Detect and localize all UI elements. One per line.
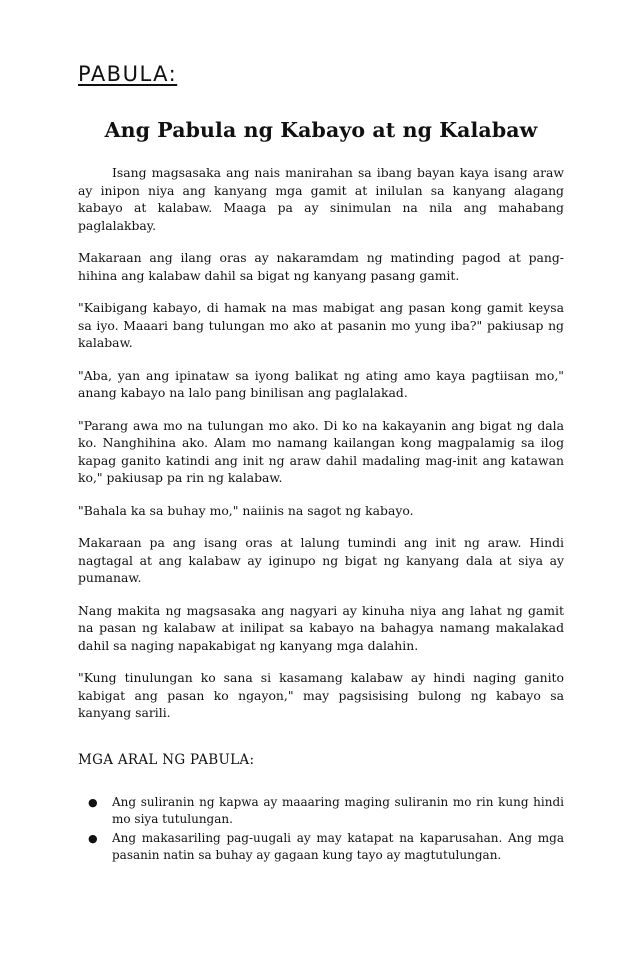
- paragraph: Makaraan pa ang isang oras at lalung tumindi ang init ng araw. Hindi nagtagal at ang kalabaw ay iginupo ng bigat ng kanyang dala at siya ay pumanaw.: [78, 535, 564, 585]
- paragraph: "Aba, yan ang ipinataw sa iyong balikat ng ating amo kaya pagtiisan mo," anang kabayo na lalo pang binilisan ang paglalakad.: [78, 367, 564, 400]
- lesson-text: Ang suliranin ng kapwa ay maaaring maging suliranin mo rin kung hindi mo siya tutulungan.: [112, 794, 564, 826]
- paragraph: Isang magsasaka ang nais manirahan sa ibang bayan kaya isang araw ay inipon niya ang kanyang mga gamit at inilulan sa kanyang alagang kabayo at kalabaw. Maaga pa ay sinimulan na nila ang mahabang paglalakbay.: [78, 165, 564, 233]
- fable-title: Ang Pabula ng Kabayo at ng Kalabaw: [104, 118, 538, 142]
- bullet-icon: ●: [88, 831, 98, 845]
- paragraph: "Kung tinulungan ko sana si kasamang kalabaw ay hindi naging ganito kabigat ang pasan ko ngayon," may pagsisising bulong ng kabayo sa kanyang sarili.: [78, 670, 564, 720]
- document-label: PABULA:: [78, 62, 178, 86]
- bullet-icon: ●: [88, 795, 98, 809]
- lesson-item: [88, 794, 564, 828]
- lesson-text: Ang makasariling pag-uugali ay may katapat na kaparusahan. Ang mga pasanin natin sa buhay ay gagaan kung tayo ay magtutulungan.: [112, 830, 564, 862]
- lesson-item: [88, 830, 564, 864]
- paragraph: Nang makita ng magsasaka ang nagyari ay kinuha niya ang lahat ng gamit na pasan ng kalabaw at inilipat sa kabayo na bahagya namang makalakad dahil sa naging napakabigat ng kanyang mga dalahin.: [78, 602, 564, 653]
- paragraph: "Kaibigang kabayo, di hamak na mas mabigat ang pasan kong gamit keysa sa iyo. Maaari bang tulungan mo ako at pasanin mo yung iba?" pakiusap ng kalabaw.: [78, 300, 564, 350]
- paragraph: Makaraan ang ilang oras ay nakaramdam ng matinding pagod at pang- hihina ang kalabaw dahil sa bigat ng kanyang pasang gamit.: [78, 250, 564, 283]
- lessons-heading: MGA ARAL NG PABULA:: [78, 751, 255, 768]
- paragraph: "Bahala ka sa buhay mo," naiinis na sagot ng kabayo.: [78, 502, 414, 518]
- lessons-list: [78, 794, 564, 864]
- paragraph: "Parang awa mo na tulungan mo ako. Di ko na kakayanin ang bigat ng dala ko. Nanghihina ako. Alam mo namang kailangan kong magpalamig sa ilog kapag ganito katindi ang init ng araw dahil madaling mag-init ang katawan ko," pakiusap pa rin ng kalabaw.: [78, 417, 564, 485]
